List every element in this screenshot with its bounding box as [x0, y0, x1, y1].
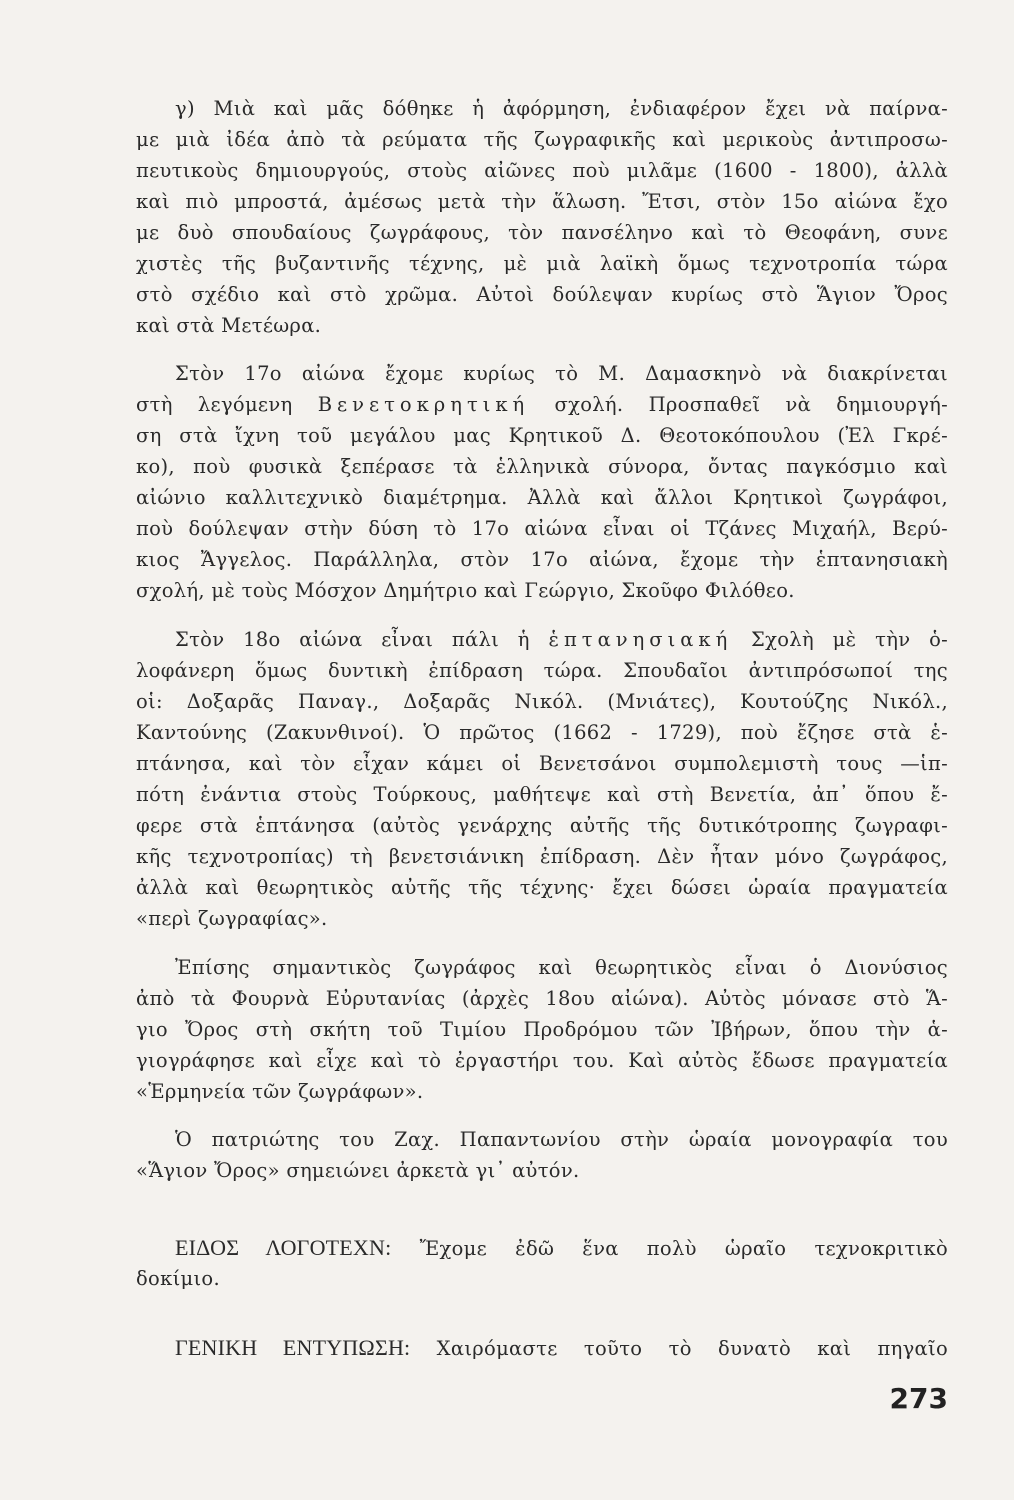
section-label: ΓΕΝΙΚΗ ΕΝΤΥΠΩΣΗ: [175, 1335, 411, 1360]
spaced-term: Βενετοκρητική [317, 393, 530, 416]
section-label: ΕΙΔΟΣ ΛΟΓΟΤΕΧΝ: [175, 1235, 392, 1260]
text-line: «περὶ ζωγραφίας». [136, 907, 328, 930]
text-line: Ὁ πατριώτης του Ζαχ. Παπαντωνίου στὴν ὡραία μονογραφία του [175, 1128, 948, 1151]
text-line: αἰώνιο καλλιτεχνικὸ διαμέτρημα. Ἀλλὰ καὶ ἄλλοι Κρητικοὶ ζωγράφοι, [136, 486, 948, 509]
text-line: ση στὰ ἴχνη τοῦ μεγάλου μας Κρητικοῦ Δ. Θεοτοκόπουλου (Ἐλ Γκρέ- [136, 424, 948, 447]
text-line: στὸ σχέδιο καὶ στὸ χρῶμα. Αὐτοὶ δούλεψαν κυρίως στὸ Ἅγιον Ὄρος [136, 283, 948, 306]
text-line: με δυὸ σπουδαίους ζωγράφους, τὸν πανσέληνο καὶ τὸ Θεοφάνη, συνε [136, 221, 948, 244]
text-line: «Ἑρμηνεία τῶν ζωγράφων». [136, 1080, 424, 1103]
text-line: πτάνησα, καὶ τὸν εἶχαν κάμει οἱ Βενετσάνοι συμπολεμιστὴ τους —ἱπ- [136, 752, 948, 775]
text-line: κιος Ἄγγελος. Παράλληλα, στὸν 17ο αἰώνα, ἔχομε τὴν ἑπτανησιακὴ [136, 548, 948, 571]
text-line: γιο Ὄρος στὴ σκήτη τοῦ Τιμίου Προδρόμου τῶν Ἰβήρων, ὅπου τὴν ἁ- [136, 1018, 948, 1041]
text-line [175, 627, 948, 653]
text-line [175, 1335, 948, 1362]
text-line [136, 392, 948, 418]
text-line: χιστὲς τῆς βυζαντινῆς τέχνης, μὲ μιὰ λαϊκὴ ὅμως τεχνοτροπία τώρα [136, 252, 948, 275]
text-line: καὶ στὰ Μετέωρα. [136, 314, 322, 337]
text-line: Ἐπίσης σημαντικὸς ζωγράφος καὶ θεωρητικὸς εἶναι ὁ Διονύσιος [175, 956, 948, 979]
text-line: λοφάνερη ὅμως δυντικὴ ἐπίδραση τώρα. Σπουδαῖοι ἀντιπρόσωποί της [136, 659, 948, 682]
text-line: ἀλλὰ καὶ θεωρητικὸς αὐτῆς τῆς τέχνης· ἔχει δώσει ὡραία πραγματεία [136, 876, 948, 899]
spaced-term: ἑπτανησιακή [548, 628, 733, 651]
text-line: καὶ πιὸ μπροστά, ἀμέσως μετὰ τὴν ἅλωση. Ἔτσι, στὸν 15ο αἰώνα ἔχο [136, 190, 948, 213]
text-line: ἀπὸ τὰ Φουρνὰ Εὐρυτανίας (ἀρχὲς 18ου αἰώνα). Αὐτὸς μόνασε στὸ Ἅ- [136, 987, 948, 1010]
text-line: δοκίμιο. [136, 1267, 220, 1290]
text-line: γιογράφησε καὶ εἶχε καὶ τὸ ἐργαστήρι του. Καὶ αὐτὸς ἔδωσε πραγματεία [136, 1049, 948, 1072]
text-line [175, 1235, 948, 1262]
text-line: ποὺ δούλεψαν στὴν δύση τὸ 17ο αἰώνα εἶναι οἱ Τζάνες Μιχαήλ, Βερύ- [136, 517, 948, 540]
text-line: σχολή, μὲ τοὺς Μόσχον Δημήτριο καὶ Γεώργιο, Σκοῦφο Φιλόθεο. [136, 579, 795, 602]
text-line: κῆς τεχνοτροπίας) τὴ βενετσιάνικη ἐπίδραση. Δὲν ἦταν μόνο ζωγράφος, [136, 845, 948, 868]
text-line: γ) Μιὰ καὶ μᾶς δόθηκε ἡ ἀφόρμηση, ἐνδιαφέρον ἔχει νὰ παίρνα- [175, 97, 948, 120]
text-fragment: σχολή. Προσπαθεῖ νὰ δημιουργή- [554, 393, 949, 416]
text-line: Καντούνης (Ζακυνθινοί). Ὁ πρῶτος (1662 - 1729), ποὺ ἔζησε στὰ ἑ- [136, 721, 948, 744]
text-line: «Ἅγιον Ὄρος» σημειώνει ἀρκετὰ γι᾿ αὐτόν. [136, 1159, 580, 1182]
text-line: πότη ἐνάντια στοὺς Τούρκους, μαθήτεψε καὶ στὴ Βενετία, ἀπ᾿ ὅπου ἔ- [136, 783, 948, 806]
text-line: Στὸν 17ο αἰώνα ἔχομε κυρίως τὸ Μ. Δαμασκηνὸ νὰ διακρίνεται [175, 362, 948, 385]
page-number: 273 [889, 1382, 948, 1415]
text-fragment: Στὸν 18ο αἰώνα εἶναι πάλι ἡ [175, 628, 530, 651]
text-line: πευτικοὺς δημιουργούς, στοὺς αἰῶνες ποὺ μιλᾶμε (1600 - 1800), ἀλλὰ [136, 159, 948, 182]
text-line: με μιὰ ἰδέα ἀπὸ τὰ ρεύματα τῆς ζωγραφικῆς καὶ μερικοὺς ἀντιπροσω- [136, 128, 948, 151]
text-line: οἱ: Δοξαρᾶς Παναγ., Δοξαρᾶς Νικόλ. (Μνιάτες), Κουτούζης Νικόλ., [136, 690, 948, 713]
text-fragment: Ἔχομε ἐδῶ ἕνα πολὺ ὡραῖο τεχνοκριτικὸ [419, 1237, 948, 1260]
text-fragment: Σχολὴ μὲ τὴν ὁ- [751, 628, 949, 651]
text-fragment: στὴ λεγόμενη [136, 393, 293, 416]
text-line: φερε στὰ ἑπτάνησα (αὐτὸς γενάρχης αὐτῆς τῆς δυτικότροπης ζωγραφι- [136, 814, 948, 837]
text-line: κο), ποὺ φυσικὰ ξεπέρασε τὰ ἑλληνικὰ σύνορα, ὄντας παγκόσμιο καὶ [136, 455, 948, 478]
text-fragment: Χαιρόμαστε τοῦτο τὸ δυνατὸ καὶ πηγαῖο [436, 1337, 949, 1360]
